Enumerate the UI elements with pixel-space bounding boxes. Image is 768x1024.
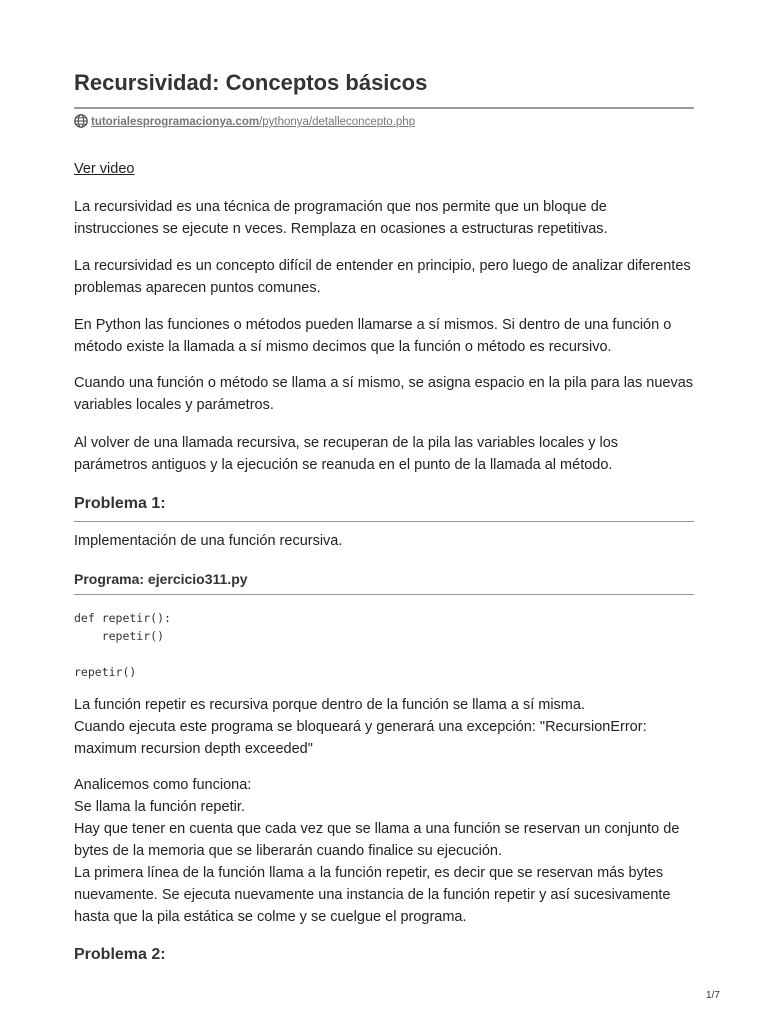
source-domain[interactable]: tutorialesprogramacionya.com bbox=[91, 116, 260, 128]
code-block: def repetir(): repetir() repetir() bbox=[74, 611, 171, 679]
source-url[interactable] bbox=[74, 114, 415, 128]
intro-paragraph-1: La recursividad es una técnica de programación que nos permite que un bloque de instrucciones se ejecute n veces. Remplaza en ocasiones a estructuras repetitivas. bbox=[74, 199, 608, 237]
problem-2-heading: Problema 2: bbox=[74, 946, 166, 963]
problem-1-divider bbox=[74, 521, 694, 522]
problem-1-description: Implementación de una función recursiva. bbox=[74, 533, 343, 549]
program-title: Programa: ejercicio311.py bbox=[74, 571, 248, 587]
title-divider bbox=[74, 107, 694, 109]
intro-paragraph-5: Al volver de una llamada recursiva, se recuperan de la pila las variables locales y los parámetros antiguos y la ejecución se reanuda en el punto de la llamada al método. bbox=[74, 435, 619, 473]
source-path[interactable]: /pythonya/detalleconcepto.php bbox=[259, 116, 416, 128]
program-divider bbox=[74, 594, 694, 595]
problem-1-explanation: La función repetir es recursiva porque dentro de la función se llama a sí misma. Cuando ejecuta este programa se bloqueará y generará una excepción: "RecursionError: maximum recursion depth exceeded" bbox=[74, 697, 647, 757]
intro-paragraph-4: Cuando una función o método se llama a sí mismo, se asigna espacio en la pila para las nuevas variables locales y parámetros. bbox=[74, 375, 694, 413]
video-link[interactable]: Ver video bbox=[74, 161, 135, 177]
globe-icon bbox=[74, 114, 88, 128]
intro-paragraph-3: En Python las funciones o métodos pueden llamarse a sí mismos. Si dentro de una función o método existe la llamada a sí mismo decimos que la función o método es recursivo. bbox=[74, 317, 672, 355]
page-title: Recursividad: Conceptos básicos bbox=[74, 70, 428, 95]
problem-1-heading: Problema 1: bbox=[74, 495, 166, 512]
intro-paragraph-2: La recursividad es un concepto difícil de entender en principio, pero luego de analizar diferentes problemas aparecen puntos comunes. bbox=[74, 258, 691, 296]
problem-1-analysis: Analicemos como funciona: Se llama la función repetir. Hay que tener en cuenta que cada vez que se llama a una función se reservan un conjunto de bytes de la memoria que se liberarán cuando finalice su ejecución. La primera línea de la función llama a la función repetir, es decir que se reservan más bytes nuevamente. Se ejecuta nuevamente una instancia de la función repetir y así sucesivamente hasta que la pila estática se colme y se cuelgue el programa. bbox=[74, 777, 680, 925]
page-number: 1/7 bbox=[706, 990, 720, 1001]
